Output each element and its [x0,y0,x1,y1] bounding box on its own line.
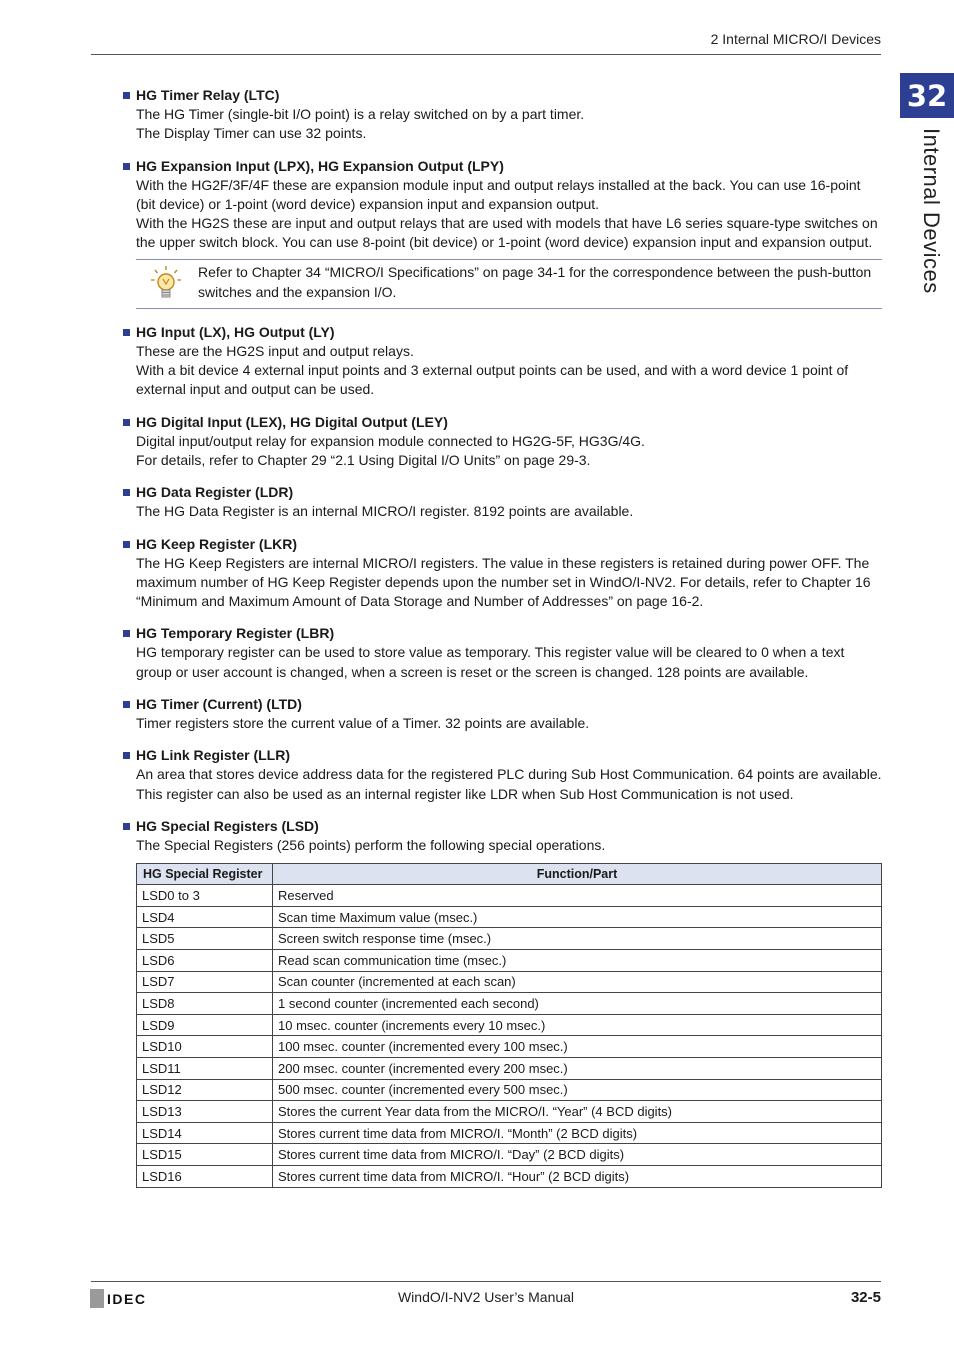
register-cell: LSD4 [137,906,273,928]
section-title: HG Input (LX), HG Output (LY) [136,323,335,340]
special-register-table [136,863,882,1187]
square-bullet-icon [123,92,130,99]
section-heading [123,695,882,714]
register-cell: LSD8 [137,993,273,1015]
function-cell: 100 msec. counter (incremented every 100 msec.) [273,1036,882,1058]
square-bullet-icon [123,419,130,426]
square-bullet-icon [123,701,130,708]
register-cell: LSD7 [137,971,273,993]
page-number: 32-5 [850,1289,881,1306]
table-row [137,1014,882,1036]
register-cell: LSD5 [137,928,273,950]
section [123,413,882,471]
register-cell: LSD14 [137,1122,273,1144]
section-heading [123,535,882,554]
section-heading [123,746,882,765]
table-row [137,971,882,993]
section-paragraph: These are the HG2S input and output relays. [136,342,414,359]
register-cell: LSD9 [137,1014,273,1036]
function-cell: 1 second counter (incremented each second) [273,993,882,1015]
function-cell: Scan time Maximum value (msec.) [273,906,882,928]
register-cell: LSD0 to 3 [137,885,273,907]
section-heading [123,483,882,502]
section-heading [123,157,882,176]
section [123,624,882,682]
function-cell: Scan counter (incremented at each scan) [273,971,882,993]
section-title: HG Temporary Register (LBR) [136,625,335,642]
section-paragraph: The HG Data Register is an internal MICRO/I register. 8192 points are available. [136,503,634,520]
section-paragraph: With the HG2F/3F/4F these are expansion module input and output relays installed at the back. You can use 16-point (bit device) or 1-point (word device) expansion input and expansion output. [136,176,861,212]
function-cell: 10 msec. counter (increments every 10 msec.) [273,1014,882,1036]
section [123,746,882,804]
section-title: HG Special Registers (LSD) [136,817,319,834]
manual-title: WindO/I-NV2 User’s Manual [397,1289,575,1305]
section-heading [123,624,882,643]
section-title: HG Timer (Current) (LTD) [136,696,302,713]
side-chapter-title: Internal Devices [919,128,944,294]
register-cell: LSD6 [137,950,273,972]
logo-text: IDEC [107,1290,147,1307]
square-bullet-icon [123,329,130,336]
square-bullet-icon [123,823,130,830]
register-cell: LSD11 [137,1057,273,1079]
section-title: HG Link Register (LLR) [136,747,291,764]
function-cell: Stores current time data from MICRO/I. “Day” (2 BCD digits) [273,1144,882,1166]
register-cell: LSD12 [137,1079,273,1101]
section-paragraph: Digital input/output relay for expansion module connected to HG2G-5F, HG3G/4G. [136,432,645,449]
table-header-cell: Function/Part [273,864,882,885]
function-cell: Screen switch response time (msec.) [273,928,882,950]
table-row [137,1165,882,1187]
function-cell: Stores current time data from MICRO/I. “Month” (2 BCD digits) [273,1122,882,1144]
section [123,86,882,144]
chapter-tab: 32 [900,73,954,118]
table-row [137,928,882,950]
function-cell: Stores the current Year data from the MICRO/I. “Year” (4 BCD digits) [273,1101,882,1123]
hint-box [136,259,882,309]
section [123,695,882,733]
square-bullet-icon [123,541,130,548]
section-paragraph: The Special Registers (256 points) perform the following special operations. [136,836,606,853]
section-paragraph: For details, refer to Chapter 29 “2.1 Using Digital I/O Units” on page 29-3. [136,451,591,468]
function-cell: Reserved [273,885,882,907]
register-cell: LSD10 [137,1036,273,1058]
section [123,157,882,309]
table-row [137,1057,882,1079]
hint-text: Refer to Chapter 34 “MICRO/I Specifications” on page 34-1 for the correspondence between the push-button switches and the expansion I/O. [198,263,872,300]
square-bullet-icon [123,163,130,170]
section-paragraph: With a bit device 4 external input points and 3 external output points can be used, and with a word device 1 point of external input and output can be used. [136,362,849,398]
table-row [137,1144,882,1166]
lightbulb-icon [142,264,190,304]
section-heading [123,323,882,342]
section-heading [123,817,882,836]
section-title: HG Timer Relay (LTC) [136,87,280,103]
section-heading [123,86,882,105]
section [123,535,882,612]
section [123,817,882,1188]
section-title: HG Data Register (LDR) [136,484,294,501]
register-cell: LSD15 [137,1144,273,1166]
section-paragraph: HG temporary register can be used to store value as temporary. This register value will be cleared to 0 when a text group or user account is changed, when a screen is reset or the screen is changed. 128 points are available. [136,644,845,680]
footer-rule [91,1281,881,1282]
section-paragraph: The Display Timer can use 32 points. [136,125,367,142]
table-header-cell: HG Special Register [137,864,273,885]
table-row [137,906,882,928]
table-row [137,1101,882,1123]
register-cell: LSD13 [137,1101,273,1123]
square-bullet-icon [123,630,130,637]
function-cell: Read scan communication time (msec.) [273,950,882,972]
section-paragraph: An area that stores device address data for the registered PLC during Sub Host Communication. 64 points are available. This register can also be used as an internal register like LDR when Sub Host Communication is not used. [136,766,882,802]
section-paragraph: Timer registers store the current value of a Timer. 32 points are available. [136,715,590,732]
table-row [137,1036,882,1058]
function-cell: 500 msec. counter (incremented every 500 msec.) [273,1079,882,1101]
square-bullet-icon [123,752,130,759]
section-heading [123,413,882,432]
square-bullet-icon [123,489,130,496]
table-row [137,993,882,1015]
table-row [137,885,882,907]
header-rule [91,54,881,55]
table-header-row [137,864,882,885]
section-title: HG Keep Register (LKR) [136,535,298,552]
register-cell: LSD16 [137,1165,273,1187]
section [123,323,882,400]
table-row [137,1122,882,1144]
table-row [137,1079,882,1101]
section-paragraph: With the HG2S these are input and output relays that are used with models that have L6 series square-type switches on the upper switch block. You can use 8-point (bit device) or 1-point (word device) expansion input and expansion output. [136,215,878,251]
section-paragraph: The HG Timer (single-bit I/O point) is a relay switched on by a part timer. [136,106,585,122]
section-paragraph: The HG Keep Registers are internal MICRO/I registers. The value in these registers is retained during power OFF. The maximum number of HG Keep Register depends upon the number set in WindO/I-NV2. For details, refer to Chapter 16 “Minimum and Maximum Amount of Data Storage and Number of Addresses” on page 16-2. [136,554,871,610]
function-cell: 200 msec. counter (incremented every 200 msec.) [273,1057,882,1079]
function-cell: Stores current time data from MICRO/I. “Hour” (2 BCD digits) [273,1165,882,1187]
section-title: HG Expansion Input (LPX), HG Expansion Output (LPY) [136,157,504,174]
running-header: 2 Internal MICRO/I Devices [710,31,881,47]
section-title: HG Digital Input (LEX), HG Digital Output (LEY) [136,413,448,430]
section [123,483,882,521]
table-row [137,950,882,972]
page-content [123,86,882,1201]
